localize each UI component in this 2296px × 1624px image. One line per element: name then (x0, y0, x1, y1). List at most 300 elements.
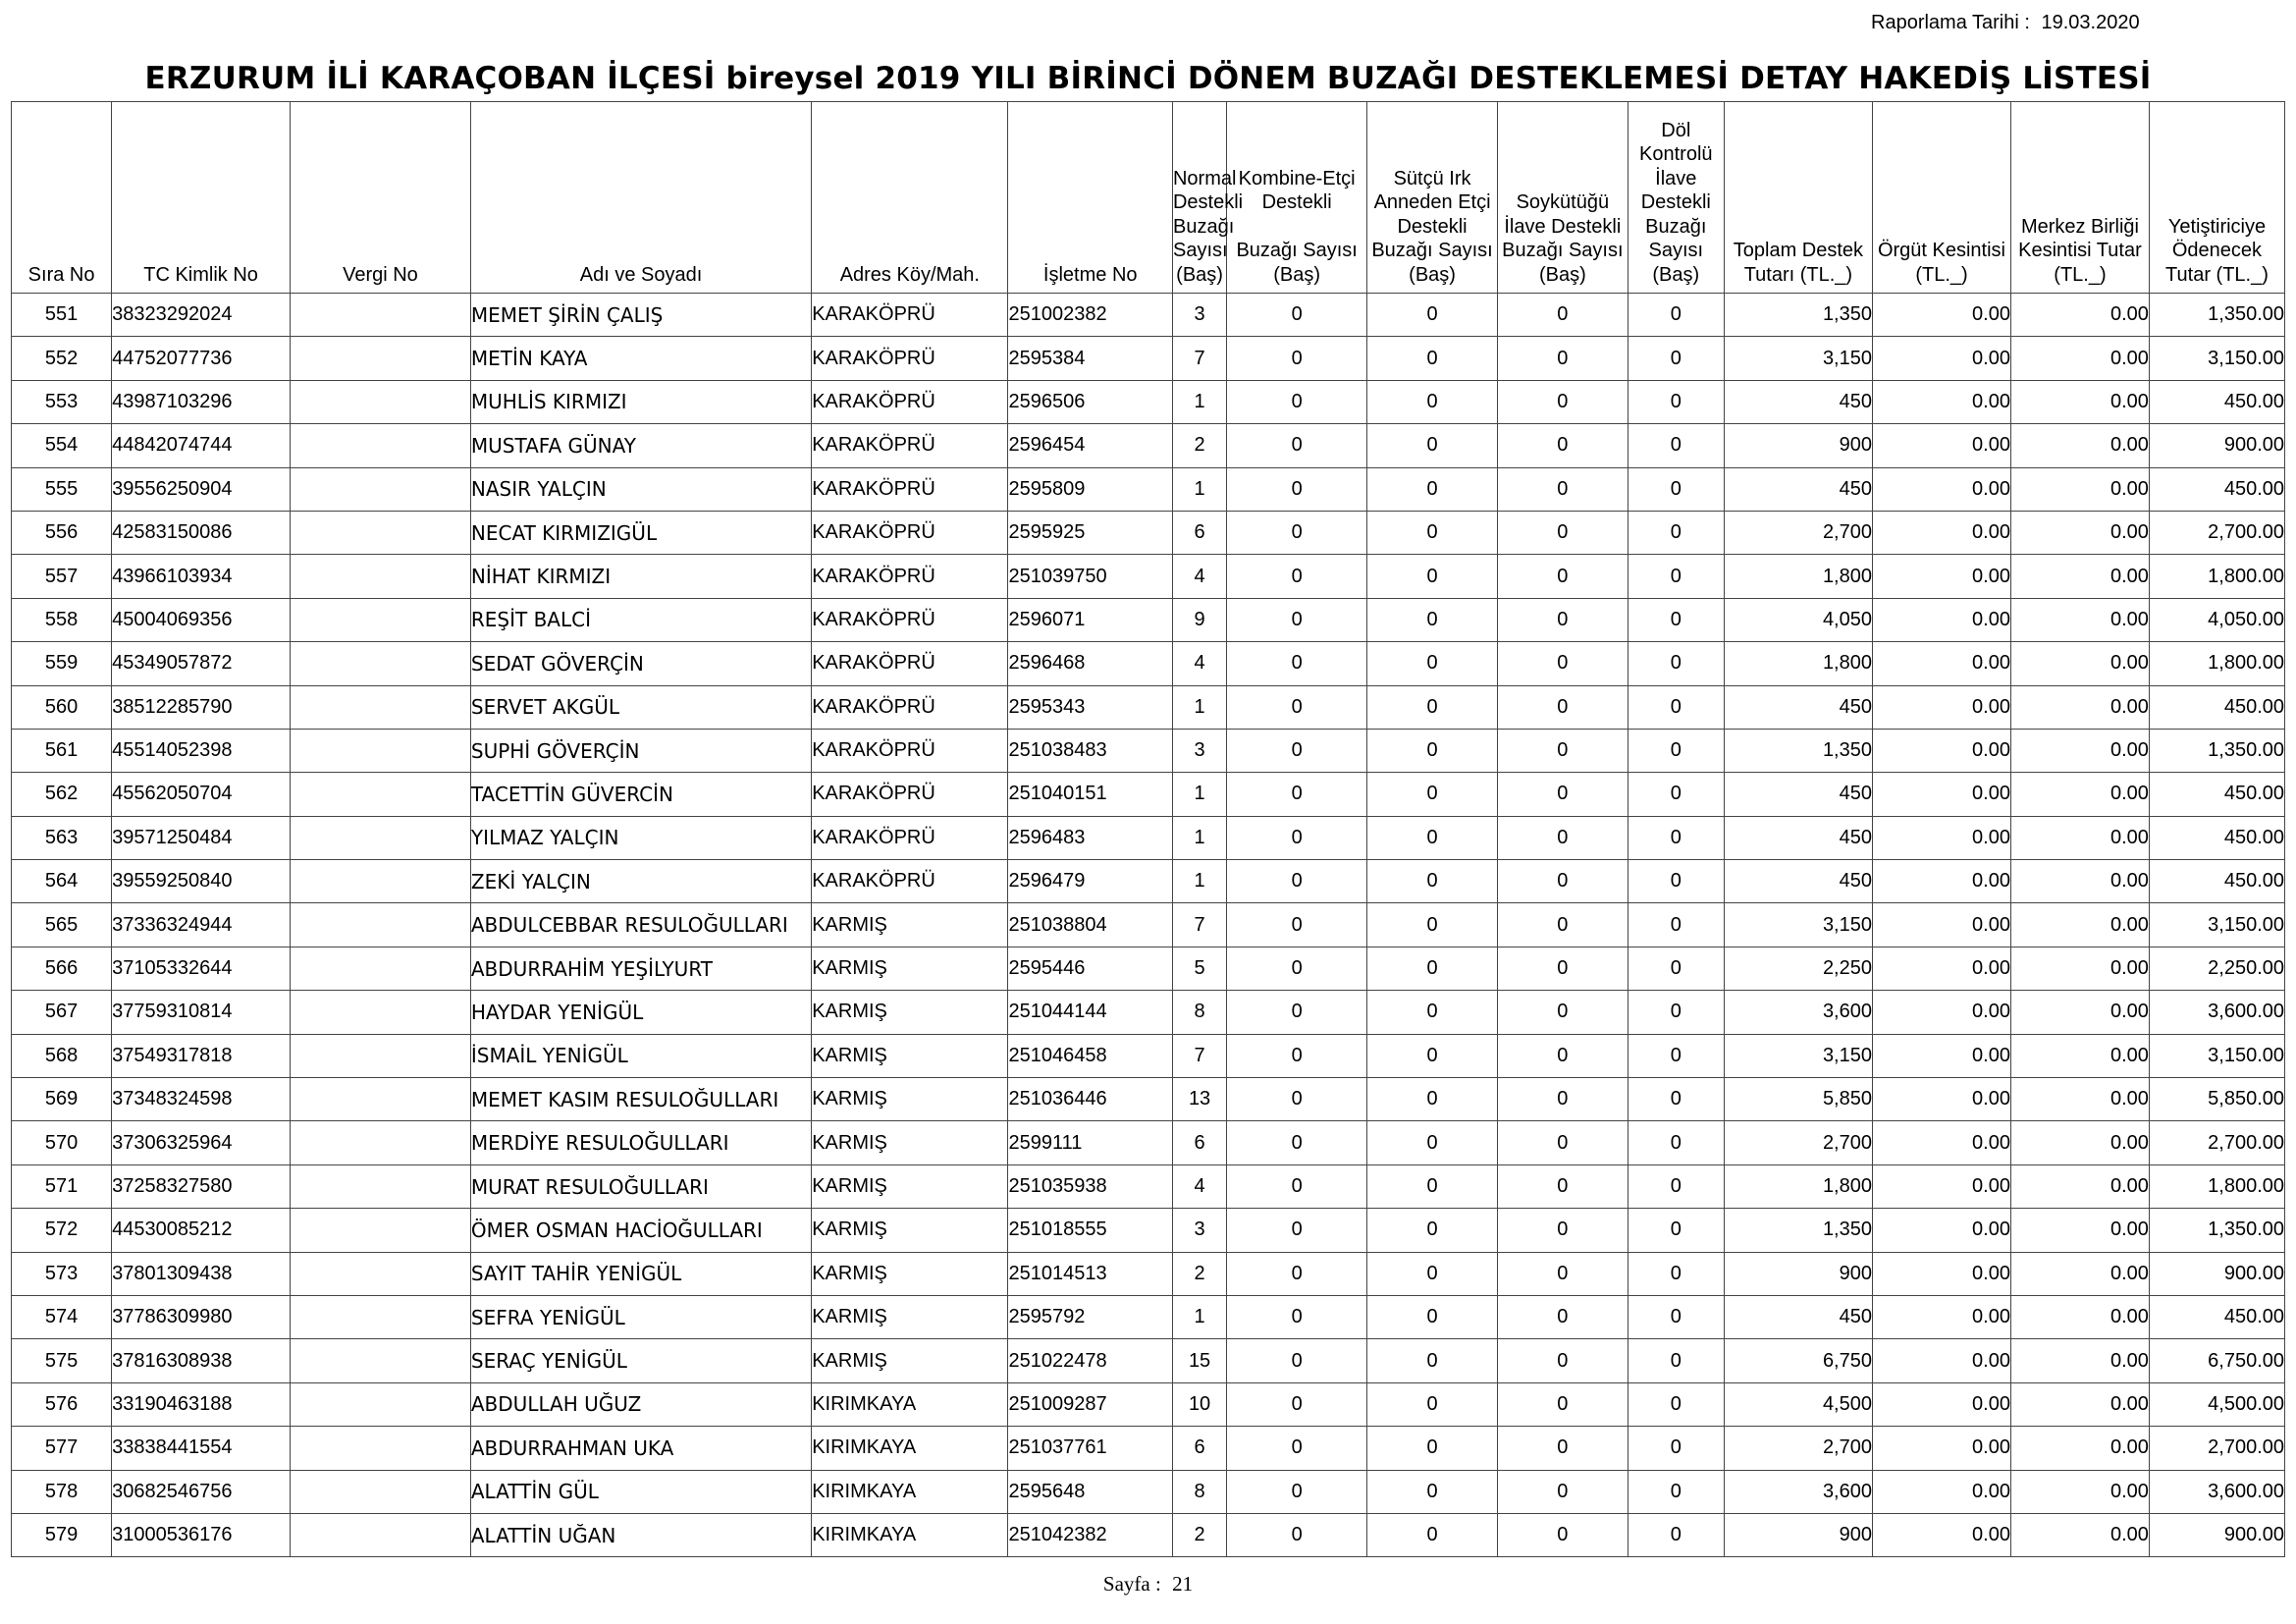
cell-adi-soyadi: MUHLİS KIRMIZI (470, 380, 811, 423)
cell-odenecek-tutar: 900.00 (2149, 1252, 2284, 1295)
cell-merkez-birligi-kesintisi: 0.00 (2010, 860, 2149, 903)
cell-toplam-destek: 5,850 (1724, 1078, 1872, 1121)
cell-vergi-no (291, 424, 471, 467)
cell-tc-kimlik-no: 43966103934 (112, 555, 291, 598)
cell-adi-soyadi: NASIR YALÇIN (470, 467, 811, 511)
cell-kombine-etci: 0 (1227, 380, 1367, 423)
cell-adres: KARMIŞ (812, 1209, 1008, 1252)
cell-isletme-no: 251009287 (1008, 1382, 1173, 1426)
cell-orgut-kesintisi: 0.00 (1873, 947, 2011, 990)
cell-normal-destekli: 7 (1172, 337, 1226, 380)
cell-adi-soyadi: ABDURRAHİM YEŞİLYURT (470, 947, 811, 990)
cell-toplam-destek: 4,500 (1724, 1382, 1872, 1426)
cell-kombine-etci: 0 (1227, 598, 1367, 641)
cell-vergi-no (291, 1078, 471, 1121)
cell-sutcu-irk: 0 (1367, 598, 1498, 641)
cell-sutcu-irk: 0 (1367, 1164, 1498, 1208)
cell-dol-kontrolu: 0 (1628, 337, 1724, 380)
cell-sutcu-irk: 0 (1367, 380, 1498, 423)
cell-sira-no: 573 (12, 1252, 112, 1295)
cell-merkez-birligi-kesintisi: 0.00 (2010, 1339, 2149, 1382)
cell-merkez-birligi-kesintisi: 0.00 (2010, 380, 2149, 423)
cell-isletme-no: 2595343 (1008, 685, 1173, 729)
cell-orgut-kesintisi: 0.00 (1873, 337, 2011, 380)
cell-normal-destekli: 4 (1172, 642, 1226, 685)
cell-toplam-destek: 2,700 (1724, 511, 1872, 554)
table-body (12, 294, 2285, 1557)
cell-odenecek-tutar: 1,350.00 (2149, 1209, 2284, 1252)
cell-tc-kimlik-no: 30682546756 (112, 1470, 291, 1513)
cell-orgut-kesintisi: 0.00 (1873, 729, 2011, 772)
cell-isletme-no: 251022478 (1008, 1339, 1173, 1382)
cell-kombine-etci: 0 (1227, 424, 1367, 467)
cell-merkez-birligi-kesintisi: 0.00 (2010, 337, 2149, 380)
cell-adres: KARAKÖPRÜ (812, 685, 1008, 729)
cell-sutcu-irk: 0 (1367, 903, 1498, 947)
cell-kombine-etci: 0 (1227, 1295, 1367, 1338)
cell-soykutugu: 0 (1497, 294, 1628, 337)
cell-normal-destekli: 2 (1172, 1513, 1226, 1556)
cell-kombine-etci: 0 (1227, 773, 1367, 816)
cell-adres: KARMIŞ (812, 991, 1008, 1034)
cell-isletme-no: 251046458 (1008, 1034, 1173, 1077)
column-header-odenecek-tutar: Yetiştiriciye Ödenecek Tutar (TL._) (2149, 102, 2284, 294)
cell-soykutugu: 0 (1497, 903, 1628, 947)
cell-orgut-kesintisi: 0.00 (1873, 467, 2011, 511)
cell-sira-no: 567 (12, 991, 112, 1034)
cell-dol-kontrolu: 0 (1628, 816, 1724, 859)
page-number: 21 (1172, 1572, 1194, 1596)
cell-toplam-destek: 3,150 (1724, 337, 1872, 380)
cell-soykutugu: 0 (1497, 1339, 1628, 1382)
cell-isletme-no: 2599111 (1008, 1121, 1173, 1164)
cell-normal-destekli: 4 (1172, 1164, 1226, 1208)
cell-dol-kontrolu: 0 (1628, 1295, 1724, 1338)
cell-adi-soyadi: ALATTİN UĞAN (470, 1513, 811, 1556)
cell-tc-kimlik-no: 44752077736 (112, 337, 291, 380)
cell-adres: KARMIŞ (812, 1339, 1008, 1382)
page-footer (0, 1572, 2296, 1597)
cell-sutcu-irk: 0 (1367, 1078, 1498, 1121)
column-header-adres: Adres Köy/Mah. (812, 102, 1008, 294)
page-title: ERZURUM İLİ KARAÇOBAN İLÇESİ bireysel 2019 YILI BİRİNCİ DÖNEM BUZAĞI DESTEKLEMESİ DETAY HAKEDİŞ LİSTESİ (144, 61, 2152, 96)
cell-merkez-birligi-kesintisi: 0.00 (2010, 991, 2149, 1034)
cell-odenecek-tutar: 450.00 (2149, 816, 2284, 859)
cell-adres: KARMIŞ (812, 947, 1008, 990)
cell-toplam-destek: 450 (1724, 467, 1872, 511)
cell-dol-kontrolu: 0 (1628, 424, 1724, 467)
cell-sutcu-irk: 0 (1367, 1034, 1498, 1077)
cell-adres: KARAKÖPRÜ (812, 555, 1008, 598)
cell-adres: KIRIMKAYA (812, 1427, 1008, 1470)
cell-isletme-no: 2595648 (1008, 1470, 1173, 1513)
cell-toplam-destek: 450 (1724, 1295, 1872, 1338)
cell-adi-soyadi: MEMET KASIM RESULOĞULLARI (470, 1078, 811, 1121)
cell-tc-kimlik-no: 39559250840 (112, 860, 291, 903)
cell-adres: KARMIŞ (812, 903, 1008, 947)
cell-merkez-birligi-kesintisi: 0.00 (2010, 1121, 2149, 1164)
table-row (12, 991, 2285, 1034)
cell-normal-destekli: 1 (1172, 685, 1226, 729)
cell-sutcu-irk: 0 (1367, 773, 1498, 816)
cell-soykutugu: 0 (1497, 1470, 1628, 1513)
cell-normal-destekli: 5 (1172, 947, 1226, 990)
cell-merkez-birligi-kesintisi: 0.00 (2010, 598, 2149, 641)
cell-isletme-no: 251036446 (1008, 1078, 1173, 1121)
cell-sira-no: 560 (12, 685, 112, 729)
cell-sira-no: 566 (12, 947, 112, 990)
cell-kombine-etci: 0 (1227, 1427, 1367, 1470)
cell-kombine-etci: 0 (1227, 816, 1367, 859)
cell-adres: KARAKÖPRÜ (812, 294, 1008, 337)
cell-sira-no: 554 (12, 424, 112, 467)
table-row (12, 642, 2285, 685)
cell-sira-no: 558 (12, 598, 112, 641)
cell-tc-kimlik-no: 37549317818 (112, 1034, 291, 1077)
table-row (12, 1034, 2285, 1077)
cell-dol-kontrolu: 0 (1628, 555, 1724, 598)
cell-adres: KARAKÖPRÜ (812, 642, 1008, 685)
cell-kombine-etci: 0 (1227, 1209, 1367, 1252)
cell-soykutugu: 0 (1497, 1121, 1628, 1164)
table-row (12, 1252, 2285, 1295)
cell-dol-kontrolu: 0 (1628, 729, 1724, 772)
cell-merkez-birligi-kesintisi: 0.00 (2010, 729, 2149, 772)
cell-normal-destekli: 13 (1172, 1078, 1226, 1121)
cell-soykutugu: 0 (1497, 337, 1628, 380)
cell-sira-no: 561 (12, 729, 112, 772)
cell-isletme-no: 2595384 (1008, 337, 1173, 380)
cell-kombine-etci: 0 (1227, 1470, 1367, 1513)
cell-adres: KARMIŞ (812, 1252, 1008, 1295)
cell-merkez-birligi-kesintisi: 0.00 (2010, 773, 2149, 816)
cell-orgut-kesintisi: 0.00 (1873, 1295, 2011, 1338)
cell-toplam-destek: 900 (1724, 424, 1872, 467)
cell-vergi-no (291, 816, 471, 859)
cell-orgut-kesintisi: 0.00 (1873, 1339, 2011, 1382)
cell-normal-destekli: 10 (1172, 1382, 1226, 1426)
cell-odenecek-tutar: 4,050.00 (2149, 598, 2284, 641)
cell-vergi-no (291, 1164, 471, 1208)
cell-dol-kontrolu: 0 (1628, 991, 1724, 1034)
cell-merkez-birligi-kesintisi: 0.00 (2010, 424, 2149, 467)
cell-soykutugu: 0 (1497, 1513, 1628, 1556)
cell-dol-kontrolu: 0 (1628, 947, 1724, 990)
cell-odenecek-tutar: 3,600.00 (2149, 991, 2284, 1034)
cell-merkez-birligi-kesintisi: 0.00 (2010, 642, 2149, 685)
cell-merkez-birligi-kesintisi: 0.00 (2010, 1034, 2149, 1077)
cell-adi-soyadi: MERDİYE RESULOĞULLARI (470, 1121, 811, 1164)
cell-toplam-destek: 4,050 (1724, 598, 1872, 641)
cell-merkez-birligi-kesintisi: 0.00 (2010, 467, 2149, 511)
cell-sira-no: 564 (12, 860, 112, 903)
cell-isletme-no: 251039750 (1008, 555, 1173, 598)
table-row (12, 555, 2285, 598)
cell-tc-kimlik-no: 37258327580 (112, 1164, 291, 1208)
cell-dol-kontrolu: 0 (1628, 294, 1724, 337)
cell-kombine-etci: 0 (1227, 903, 1367, 947)
cell-kombine-etci: 0 (1227, 1121, 1367, 1164)
cell-sira-no: 555 (12, 467, 112, 511)
column-header-vergi-no: Vergi No (291, 102, 471, 294)
cell-odenecek-tutar: 450.00 (2149, 1295, 2284, 1338)
cell-vergi-no (291, 598, 471, 641)
cell-dol-kontrolu: 0 (1628, 1078, 1724, 1121)
cell-sutcu-irk: 0 (1367, 729, 1498, 772)
cell-adres: KARAKÖPRÜ (812, 773, 1008, 816)
cell-kombine-etci: 0 (1227, 685, 1367, 729)
cell-soykutugu: 0 (1497, 773, 1628, 816)
cell-dol-kontrolu: 0 (1628, 642, 1724, 685)
cell-sutcu-irk: 0 (1367, 642, 1498, 685)
cell-odenecek-tutar: 2,700.00 (2149, 511, 2284, 554)
cell-sutcu-irk: 0 (1367, 1252, 1498, 1295)
cell-sutcu-irk: 0 (1367, 511, 1498, 554)
cell-odenecek-tutar: 3,150.00 (2149, 337, 2284, 380)
cell-vergi-no (291, 1034, 471, 1077)
cell-isletme-no: 251044144 (1008, 991, 1173, 1034)
cell-sira-no: 568 (12, 1034, 112, 1077)
column-header-kombine-etci: Kombine-Etçi Destekli Buzağı Sayısı (Baş) (1227, 102, 1367, 294)
cell-dol-kontrolu: 0 (1628, 1252, 1724, 1295)
table-row (12, 1209, 2285, 1252)
cell-dol-kontrolu: 0 (1628, 467, 1724, 511)
cell-normal-destekli: 3 (1172, 294, 1226, 337)
cell-dol-kontrolu: 0 (1628, 1382, 1724, 1426)
cell-soykutugu: 0 (1497, 1164, 1628, 1208)
table-row (12, 424, 2285, 467)
cell-dol-kontrolu: 0 (1628, 1209, 1724, 1252)
cell-sira-no: 565 (12, 903, 112, 947)
cell-dol-kontrolu: 0 (1628, 1034, 1724, 1077)
table-row (12, 729, 2285, 772)
cell-sutcu-irk: 0 (1367, 1121, 1498, 1164)
cell-merkez-birligi-kesintisi: 0.00 (2010, 685, 2149, 729)
cell-merkez-birligi-kesintisi: 0.00 (2010, 1164, 2149, 1208)
cell-adres: KARAKÖPRÜ (812, 598, 1008, 641)
cell-isletme-no: 251037761 (1008, 1427, 1173, 1470)
cell-adres: KARAKÖPRÜ (812, 816, 1008, 859)
cell-sira-no: 569 (12, 1078, 112, 1121)
cell-orgut-kesintisi: 0.00 (1873, 1121, 2011, 1164)
cell-isletme-no: 251002382 (1008, 294, 1173, 337)
cell-toplam-destek: 1,350 (1724, 1209, 1872, 1252)
cell-sira-no: 553 (12, 380, 112, 423)
cell-dol-kontrolu: 0 (1628, 380, 1724, 423)
cell-toplam-destek: 450 (1724, 685, 1872, 729)
cell-orgut-kesintisi: 0.00 (1873, 685, 2011, 729)
table-row (12, 1339, 2285, 1382)
cell-toplam-destek: 2,250 (1724, 947, 1872, 990)
cell-kombine-etci: 0 (1227, 1513, 1367, 1556)
cell-odenecek-tutar: 3,150.00 (2149, 1034, 2284, 1077)
cell-tc-kimlik-no: 45349057872 (112, 642, 291, 685)
column-header-normal-destekli: Normal Destekli Buzağı Sayısı (Baş) (1172, 102, 1226, 294)
cell-adi-soyadi: ABDULLAH UĞUZ (470, 1382, 811, 1426)
cell-adi-soyadi: SEFRA YENİGÜL (470, 1295, 811, 1338)
cell-adres: KARAKÖPRÜ (812, 424, 1008, 467)
cell-merkez-birligi-kesintisi: 0.00 (2010, 294, 2149, 337)
cell-merkez-birligi-kesintisi: 0.00 (2010, 947, 2149, 990)
cell-orgut-kesintisi: 0.00 (1873, 903, 2011, 947)
cell-adi-soyadi: REŞİT BALCİ (470, 598, 811, 641)
table-row (12, 294, 2285, 337)
cell-sira-no: 559 (12, 642, 112, 685)
cell-isletme-no: 251018555 (1008, 1209, 1173, 1252)
cell-toplam-destek: 1,350 (1724, 294, 1872, 337)
cell-adres: KARAKÖPRÜ (812, 729, 1008, 772)
cell-adres: KARAKÖPRÜ (812, 337, 1008, 380)
cell-tc-kimlik-no: 37306325964 (112, 1121, 291, 1164)
cell-odenecek-tutar: 2,700.00 (2149, 1121, 2284, 1164)
table-row (12, 1121, 2285, 1164)
cell-adi-soyadi: SUPHİ GÖVERÇİN (470, 729, 811, 772)
cell-sira-no: 571 (12, 1164, 112, 1208)
cell-soykutugu: 0 (1497, 947, 1628, 990)
cell-toplam-destek: 3,600 (1724, 991, 1872, 1034)
cell-odenecek-tutar: 2,250.00 (2149, 947, 2284, 990)
cell-isletme-no: 2595809 (1008, 467, 1173, 511)
cell-adi-soyadi: MUSTAFA GÜNAY (470, 424, 811, 467)
cell-toplam-destek: 3,150 (1724, 1034, 1872, 1077)
cell-orgut-kesintisi: 0.00 (1873, 424, 2011, 467)
table-row (12, 598, 2285, 641)
cell-tc-kimlik-no: 38323292024 (112, 294, 291, 337)
cell-orgut-kesintisi: 0.00 (1873, 1164, 2011, 1208)
cell-adi-soyadi: İSMAİL YENİGÜL (470, 1034, 811, 1077)
cell-kombine-etci: 0 (1227, 467, 1367, 511)
cell-tc-kimlik-no: 45514052398 (112, 729, 291, 772)
cell-kombine-etci: 0 (1227, 511, 1367, 554)
cell-tc-kimlik-no: 45562050704 (112, 773, 291, 816)
cell-adi-soyadi: SERVET AKGÜL (470, 685, 811, 729)
cell-sira-no: 579 (12, 1513, 112, 1556)
report-date-label: Raporlama Tarihi : (1871, 12, 2030, 33)
cell-isletme-no: 251038804 (1008, 903, 1173, 947)
cell-normal-destekli: 1 (1172, 467, 1226, 511)
cell-kombine-etci: 0 (1227, 1382, 1367, 1426)
cell-orgut-kesintisi: 0.00 (1873, 773, 2011, 816)
cell-vergi-no (291, 1339, 471, 1382)
cell-vergi-no (291, 1513, 471, 1556)
table-row (12, 337, 2285, 380)
cell-vergi-no (291, 1427, 471, 1470)
cell-orgut-kesintisi: 0.00 (1873, 380, 2011, 423)
cell-sira-no: 552 (12, 337, 112, 380)
cell-sutcu-irk: 0 (1367, 685, 1498, 729)
cell-orgut-kesintisi: 0.00 (1873, 1209, 2011, 1252)
cell-toplam-destek: 900 (1724, 1252, 1872, 1295)
cell-odenecek-tutar: 2,700.00 (2149, 1427, 2284, 1470)
cell-adres: KARMIŞ (812, 1034, 1008, 1077)
cell-tc-kimlik-no: 39571250484 (112, 816, 291, 859)
cell-normal-destekli: 6 (1172, 1427, 1226, 1470)
cell-sira-no: 575 (12, 1339, 112, 1382)
cell-vergi-no (291, 467, 471, 511)
cell-isletme-no: 2595925 (1008, 511, 1173, 554)
column-header-soykutugu: Soykütüğü İlave Destekli Buzağı Sayısı (Baş) (1497, 102, 1628, 294)
cell-soykutugu: 0 (1497, 1078, 1628, 1121)
cell-toplam-destek: 2,700 (1724, 1427, 1872, 1470)
table-row (12, 1078, 2285, 1121)
cell-toplam-destek: 450 (1724, 380, 1872, 423)
cell-normal-destekli: 2 (1172, 424, 1226, 467)
cell-toplam-destek: 1,800 (1724, 642, 1872, 685)
payment-list-table (11, 101, 2285, 1557)
cell-normal-destekli: 6 (1172, 511, 1226, 554)
cell-vergi-no (291, 294, 471, 337)
cell-kombine-etci: 0 (1227, 642, 1367, 685)
cell-soykutugu: 0 (1497, 1034, 1628, 1077)
cell-vergi-no (291, 337, 471, 380)
cell-adi-soyadi: NİHAT KIRMIZI (470, 555, 811, 598)
cell-kombine-etci: 0 (1227, 555, 1367, 598)
cell-dol-kontrolu: 0 (1628, 685, 1724, 729)
cell-orgut-kesintisi: 0.00 (1873, 1382, 2011, 1426)
cell-dol-kontrolu: 0 (1628, 1339, 1724, 1382)
cell-soykutugu: 0 (1497, 598, 1628, 641)
column-header-merkez-birligi-kesintisi: Merkez Birliği Kesintisi Tutar (TL._) (2010, 102, 2149, 294)
cell-adi-soyadi: TACETTİN GÜVERCİN (470, 773, 811, 816)
cell-normal-destekli: 3 (1172, 729, 1226, 772)
cell-sutcu-irk: 0 (1367, 816, 1498, 859)
table-row (12, 860, 2285, 903)
cell-sutcu-irk: 0 (1367, 294, 1498, 337)
cell-isletme-no: 2596454 (1008, 424, 1173, 467)
cell-normal-destekli: 3 (1172, 1209, 1226, 1252)
table-row (12, 380, 2285, 423)
cell-toplam-destek: 6,750 (1724, 1339, 1872, 1382)
column-header-toplam-destek: Toplam Destek Tutarı (TL._) (1724, 102, 1872, 294)
cell-soykutugu: 0 (1497, 511, 1628, 554)
cell-merkez-birligi-kesintisi: 0.00 (2010, 1295, 2149, 1338)
report-date (1865, 12, 2140, 34)
cell-sira-no: 577 (12, 1427, 112, 1470)
cell-toplam-destek: 450 (1724, 816, 1872, 859)
cell-soykutugu: 0 (1497, 380, 1628, 423)
cell-odenecek-tutar: 3,150.00 (2149, 903, 2284, 947)
cell-tc-kimlik-no: 37801309438 (112, 1252, 291, 1295)
cell-normal-destekli: 8 (1172, 1470, 1226, 1513)
cell-merkez-birligi-kesintisi: 0.00 (2010, 1252, 2149, 1295)
cell-isletme-no: 2596483 (1008, 816, 1173, 859)
cell-normal-destekli: 1 (1172, 380, 1226, 423)
table-header (12, 102, 2285, 294)
cell-odenecek-tutar: 4,500.00 (2149, 1382, 2284, 1426)
cell-adi-soyadi: SEDAT GÖVERÇİN (470, 642, 811, 685)
cell-tc-kimlik-no: 37348324598 (112, 1078, 291, 1121)
cell-sutcu-irk: 0 (1367, 1339, 1498, 1382)
cell-adres: KARMIŞ (812, 1164, 1008, 1208)
cell-dol-kontrolu: 0 (1628, 1427, 1724, 1470)
cell-isletme-no: 2596071 (1008, 598, 1173, 641)
cell-odenecek-tutar: 1,350.00 (2149, 294, 2284, 337)
cell-adi-soyadi: HAYDAR YENİGÜL (470, 991, 811, 1034)
cell-vergi-no (291, 1470, 471, 1513)
cell-odenecek-tutar: 450.00 (2149, 380, 2284, 423)
cell-tc-kimlik-no: 37105332644 (112, 947, 291, 990)
cell-tc-kimlik-no: 38512285790 (112, 685, 291, 729)
cell-merkez-birligi-kesintisi: 0.00 (2010, 1382, 2149, 1426)
cell-tc-kimlik-no: 33838441554 (112, 1427, 291, 1470)
cell-isletme-no: 251042382 (1008, 1513, 1173, 1556)
cell-toplam-destek: 450 (1724, 773, 1872, 816)
cell-vergi-no (291, 1121, 471, 1164)
cell-vergi-no (291, 903, 471, 947)
cell-sutcu-irk: 0 (1367, 947, 1498, 990)
cell-soykutugu: 0 (1497, 685, 1628, 729)
cell-soykutugu: 0 (1497, 1209, 1628, 1252)
